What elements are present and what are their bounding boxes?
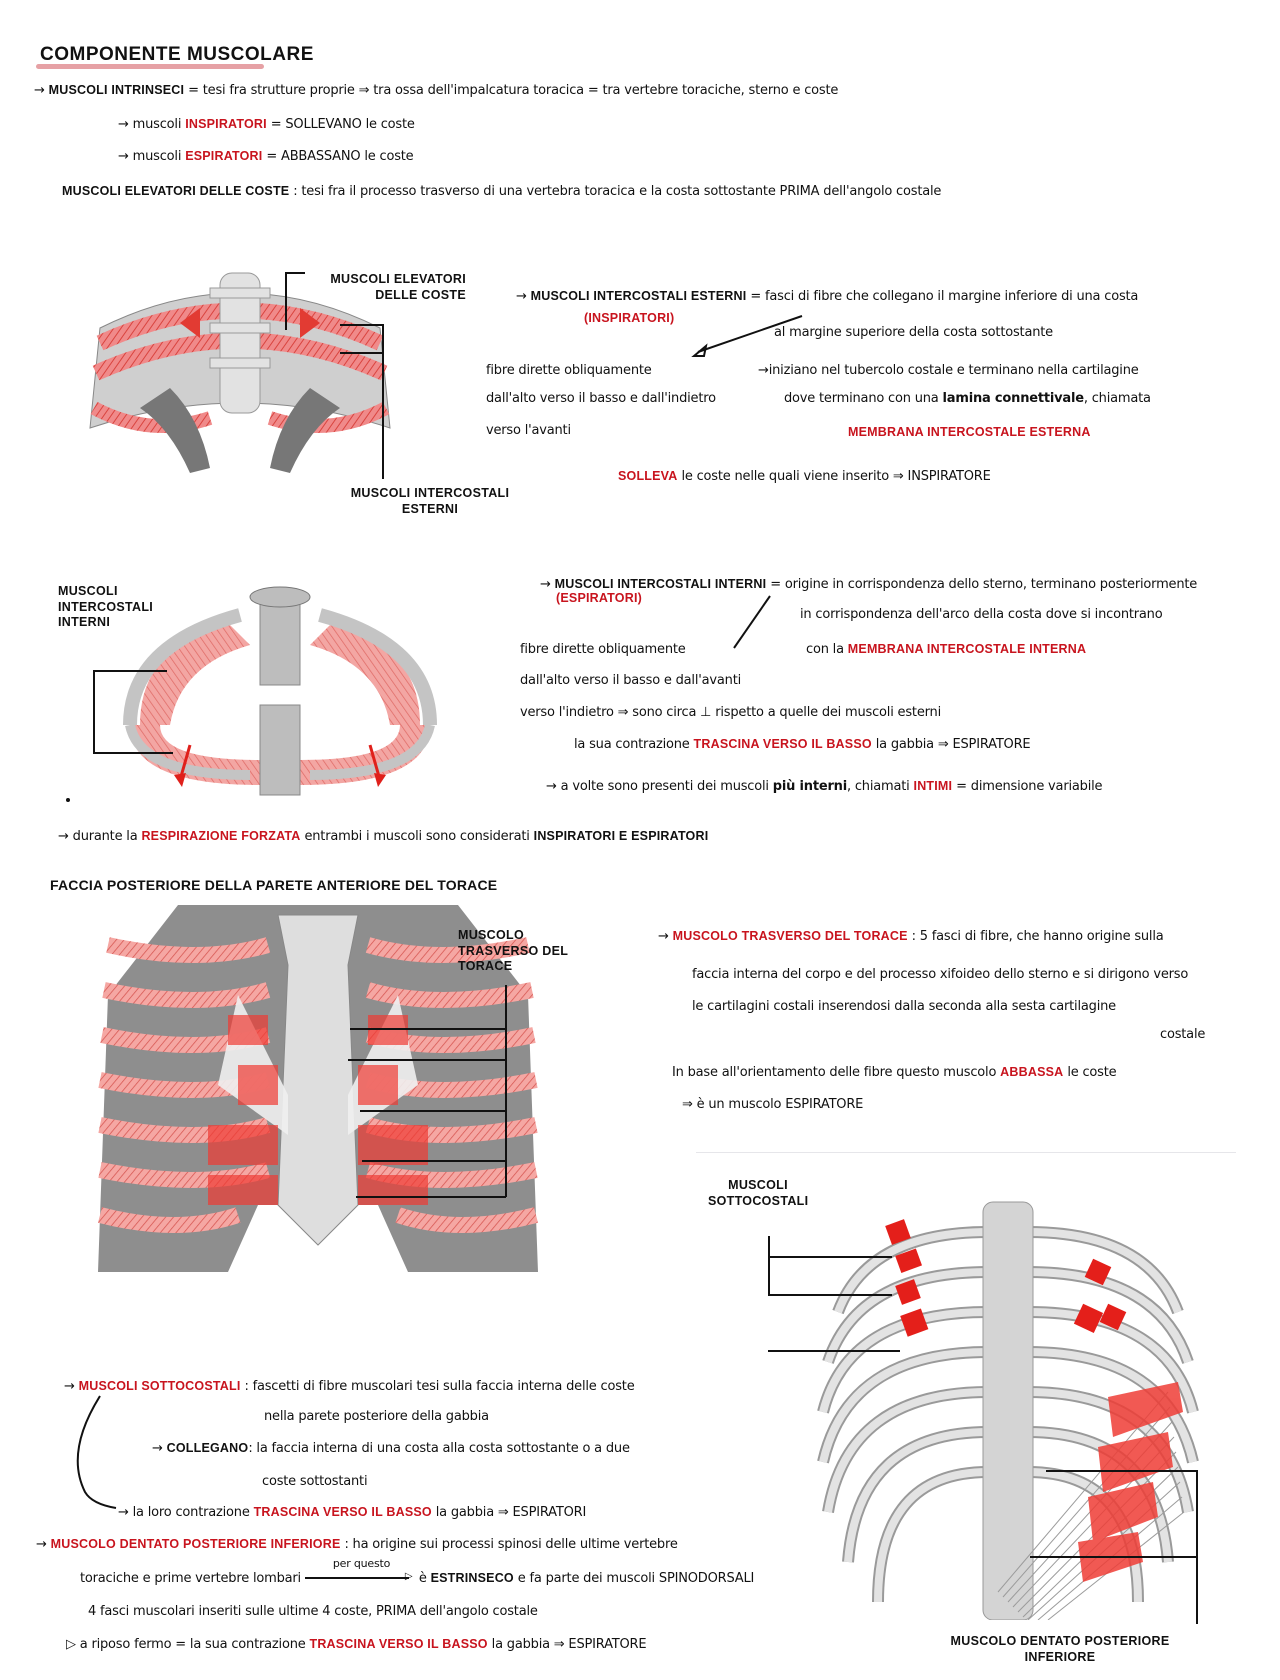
esterni-left-note-1: fibre dirette obliquamente: [486, 363, 652, 378]
dentato-line4: ▷ a riposo fermo = la sua contrazione TRASCINA VERSO IL BASSO la gabbia ⇒ ESPIRATORE: [66, 1637, 647, 1652]
esterni-left-note-3: verso l'avanti: [486, 423, 571, 438]
trasverso-line-4: costale: [1160, 1027, 1206, 1042]
sottocostali-head-line: → MUSCOLI SOTTOCOSTALI : fascetti di fibre muscolari tesi sulla faccia interna delle coste: [64, 1379, 635, 1394]
trasverso-head: MUSCOLO TRASVERSO DEL TORACE: [672, 929, 908, 943]
leader-line: [93, 752, 173, 754]
heading-faccia-posteriore: FACCIA POSTERIORE DELLA PARETE ANTERIORE DEL TORACE: [50, 877, 498, 893]
espiratori-text: = ABBASSANO le coste: [266, 149, 414, 164]
esterni-summary: [618, 470, 991, 483]
interni-intimi: → a volte sono presenti dei muscoli più interni, chiamati INTIMI = dimensione variabile: [546, 779, 1103, 794]
leader-line: [768, 1294, 892, 1296]
collegano-line2: coste sottostanti: [262, 1474, 368, 1489]
leader-line: [93, 670, 167, 672]
dentato-line2: [80, 1557, 755, 1586]
sottocostali-contraction-post: la gabbia ⇒ ESPIRATORI: [435, 1505, 587, 1520]
intimi-bold: più interni: [772, 779, 847, 794]
trasverso-line-3: le cartilagini costali inserendosi dalla seconda alla sesta cartilagine: [692, 999, 1116, 1014]
leader-line: [350, 1028, 506, 1030]
interni-left-note-1: fibre dirette obliquamente: [520, 642, 686, 657]
sottocostali-head-text: : fascetti di fibre muscolari tesi sulla faccia interna delle coste: [244, 1379, 635, 1394]
curved-arrow-icon: [70, 1392, 120, 1514]
interni-contraction: [574, 738, 1030, 751]
esterni-right-note-text: iniziano nel tubercolo costale e terminano nella cartilagine: [768, 363, 1139, 378]
intimi-key: INTIMI: [913, 779, 953, 793]
leader-line: [362, 1160, 506, 1162]
contraction-key: TRASCINA VERSO IL BASSO: [693, 737, 872, 751]
esterni-summary-text: le coste nelle quali viene inserito ⇒ INSPIRATORE: [681, 469, 991, 484]
interni-line3-pre: con la: [806, 642, 844, 657]
intro-elevatori: [62, 185, 941, 198]
dentato-line4-post: la gabbia ⇒ ESPIRATORE: [491, 1637, 647, 1652]
esterni-right-note-text: dove terminano con una: [784, 391, 939, 406]
sottocostali-contraction-key: TRASCINA VERSO IL BASSO: [253, 1505, 432, 1519]
dentato-line2-pre: toraciche e prime vertebre lombari: [80, 1571, 301, 1586]
divider: [696, 1152, 1236, 1153]
interni-left-note-3: verso l'indietro ⇒ sono circa ⊥ rispetto a quelle dei muscoli esterni: [520, 705, 941, 720]
trasverso-line-2: faccia interna del corpo e del processo xifoideo dello sterno e si dirigono verso: [692, 967, 1189, 982]
intro-intrinseci: [34, 84, 838, 97]
page-title: COMPONENTE MUSCOLARE: [40, 44, 314, 65]
interni-head: MUSCOLI INTERCOSTALI INTERNI: [554, 577, 767, 591]
dentato-line3: 4 fasci muscolari inseriti sulle ultime 4 coste, PRIMA dell'angolo costale: [88, 1604, 538, 1619]
interni-line2: in corrispondenza dell'arco della costa dove si incontrano: [800, 607, 1163, 622]
dentato-line4-key: TRASCINA VERSO IL BASSO: [309, 1637, 488, 1651]
leader-line: [93, 670, 95, 754]
esterni-left-note-2: dall'alto verso il basso e dall'indietro: [486, 391, 716, 406]
collegano-line: → COLLEGANO: la faccia interna di una costa alla costa sottostante o a due: [152, 1441, 630, 1456]
sottocostali-head: MUSCOLI SOTTOCOSTALI: [78, 1379, 241, 1393]
forzata-key: RESPIRAZIONE FORZATA: [141, 829, 301, 843]
trasverso-head-line: → MUSCOLO TRASVERSO DEL TORACE : 5 fasci di fibre, che hanno origine sulla: [658, 929, 1164, 944]
inspiratori-key: INSPIRATORI: [185, 117, 267, 131]
label-sottocostali: MUSCOLI SOTTOCOSTALI: [708, 1178, 809, 1208]
esterni-line2: al margine superiore della costa sottostante: [774, 325, 1053, 340]
forzata-end: INSPIRATORI E ESPIRATORI: [533, 829, 709, 843]
intimi-post: = dimensione variabile: [956, 779, 1103, 794]
elevatori-text: : tesi fra il processo trasverso di una vertebra toracica e la costa sottostante PRIMA dell'angolo costale: [293, 184, 942, 199]
sottocostali-line2: nella parete posteriore della gabbia: [264, 1409, 489, 1424]
label-trasverso: MUSCOLO TRASVERSO DEL TORACE: [458, 928, 568, 974]
figure-intercostali-interni: [90, 585, 470, 800]
esterni-right-note-end: , chiamata: [1083, 391, 1151, 406]
dentato-head: MUSCOLO DENTATO POSTERIORE INFERIORE: [50, 1537, 341, 1551]
dot: [66, 798, 70, 802]
esterni-role-text: INSPIRATORI: [588, 311, 670, 325]
leader-line: [1196, 1470, 1198, 1624]
esterni-head-line: → MUSCOLI INTERCOSTALI ESTERNI = fasci di fibre che collegano il margine inferiore di una costa: [516, 289, 1139, 304]
sottocostali-contraction: → la loro contrazione TRASCINA VERSO IL BASSO la gabbia ⇒ ESPIRATORI: [118, 1505, 587, 1520]
leader-line: [285, 272, 305, 274]
leader-line: [768, 1350, 900, 1352]
leader-line: [768, 1256, 892, 1258]
arrow-icon: [690, 312, 810, 362]
estrinseco-key: ESTRINSECO: [430, 1571, 514, 1585]
label-intercostali-esterni: MUSCOLI INTERCOSTALI ESTERNI: [350, 486, 510, 516]
interni-line3: [806, 643, 1086, 656]
arrow-icon: →: [118, 149, 129, 164]
leader-line: [360, 1110, 506, 1112]
leader-line: [340, 352, 382, 354]
membrana-esterna: MEMBRANA INTERCOSTALE ESTERNA: [848, 425, 1091, 439]
membrana-interna: MEMBRANA INTERCOSTALE INTERNA: [847, 642, 1087, 656]
respirazione-forzata: → durante la RESPIRAZIONE FORZATA entrambi i muscoli sono considerati INSPIRATORI E ESPIRATORI: [58, 829, 709, 844]
inspiratori-pre: muscoli: [132, 117, 182, 132]
dentato-head-line: → MUSCOLO DENTATO POSTERIORE INFERIORE : ha origine sui processi spinosi delle ultime vertebre: [36, 1537, 678, 1552]
leader-line: [340, 324, 382, 326]
interni-role-text: ESPIRATORI: [560, 591, 638, 605]
label-dentato: MUSCOLO DENTATO POSTERIORE INFERIORE: [950, 1634, 1170, 1664]
dentato-e: è: [418, 1571, 427, 1586]
esterni-head: MUSCOLI INTERCOSTALI ESTERNI: [530, 289, 747, 303]
leader-line: [356, 1196, 506, 1198]
lamina-connettivale: lamina connettivale: [942, 391, 1084, 406]
arrow-icon: [726, 594, 776, 654]
dentato-line4-pre: a riposo fermo = la sua contrazione: [79, 1637, 306, 1652]
intimi-mid: , chiamati: [847, 779, 910, 794]
esterni-head-text: = fasci di fibre che collegano il margine inferiore di una costa: [750, 289, 1139, 304]
dentato-line2-post: e fa parte dei muscoli SPINODORSALI: [517, 1571, 755, 1586]
leader-line: [1046, 1470, 1198, 1472]
espiratori-key: ESPIRATORI: [185, 149, 263, 163]
forzata-post: entrambi i muscoli sono considerati: [304, 829, 530, 844]
collegano-text: : la faccia interna di una costa alla costa sottostante o a due: [248, 1441, 630, 1456]
abbassa-key: ABBASSA: [1000, 1065, 1064, 1079]
label-elevatori: MUSCOLI ELEVATORI DELLE COSTE: [330, 272, 466, 302]
arrow-line: [305, 1577, 409, 1579]
arrow-with-label: [305, 1557, 415, 1582]
interni-head-text: = origine in corrispondenza dello sterno, terminano posteriormente: [770, 577, 1198, 592]
arrow-icon: →: [34, 83, 45, 98]
esterni-role: (INSPIRATORI): [584, 311, 675, 325]
trasverso-line-1: : 5 fasci di fibre, che hanno origine sulla: [911, 929, 1164, 944]
leader-line: [1030, 1556, 1198, 1558]
intro-espiratori: [118, 150, 413, 163]
contraction-post: la gabbia ⇒ ESPIRATORE: [875, 737, 1031, 752]
sottocostali-contraction-pre: la loro contrazione: [132, 1505, 250, 1520]
contraction-pre: la sua contrazione: [574, 737, 690, 752]
intro-inspiratori: [118, 118, 415, 131]
label-intercostali-interni: MUSCOLI INTERCOSTALI INTERNI: [58, 584, 154, 630]
interni-head-line: → MUSCOLI INTERCOSTALI INTERNI = origine in corrispondenza dello sterno, terminano posteriormente: [540, 577, 1198, 592]
collegano-head: COLLEGANO: [166, 1441, 249, 1455]
ribcage-interni-illustration: [90, 585, 470, 800]
per-questo-label: per questo: [332, 1557, 391, 1570]
inspiratori-text: = SOLLEVANO le coste: [270, 117, 415, 132]
espiratori-pre: muscoli: [132, 149, 182, 164]
trasverso-orientamento: [672, 1066, 1116, 1079]
esterni-right-note-1: →iniziano nel tubercolo costale e terminano nella cartilagine: [758, 363, 1139, 378]
intrinseci-text: = tesi fra strutture proprie ⇒ tra ossa dell'impalcatura toracica = tra vertebre toraciche, sterno e coste: [188, 83, 839, 98]
intimi-pre: a volte sono presenti dei muscoli: [560, 779, 769, 794]
leader-line: [382, 324, 384, 479]
leader-line: [348, 1059, 506, 1061]
esterni-right-note-2: [784, 392, 1151, 405]
leader-line: [768, 1236, 770, 1296]
arrow-head-icon: ▷: [404, 1571, 413, 1582]
dentato-head-text: : ha origine sui processi spinosi delle ultime vertebre: [344, 1537, 678, 1552]
interni-role: (ESPIRATORI): [556, 591, 642, 605]
solleva-key: SOLLEVA: [618, 469, 678, 483]
orient-post: le coste: [1067, 1065, 1117, 1080]
trasverso-conclusion: ⇒ è un muscolo ESPIRATORE: [682, 1097, 864, 1112]
orient-pre: In base all'orientamento delle fibre questo muscolo: [672, 1065, 997, 1080]
arrow-icon: →: [118, 117, 129, 132]
interni-left-note-2: dall'alto verso il basso e dall'avanti: [520, 673, 741, 688]
leader-line: [285, 272, 287, 330]
intrinseci-head: MUSCOLI INTRINSECI: [48, 83, 185, 97]
elevatori-head: MUSCOLI ELEVATORI DELLE COSTE: [62, 184, 290, 198]
forzata-pre: durante la: [72, 829, 138, 844]
leader-line: [505, 985, 507, 1197]
